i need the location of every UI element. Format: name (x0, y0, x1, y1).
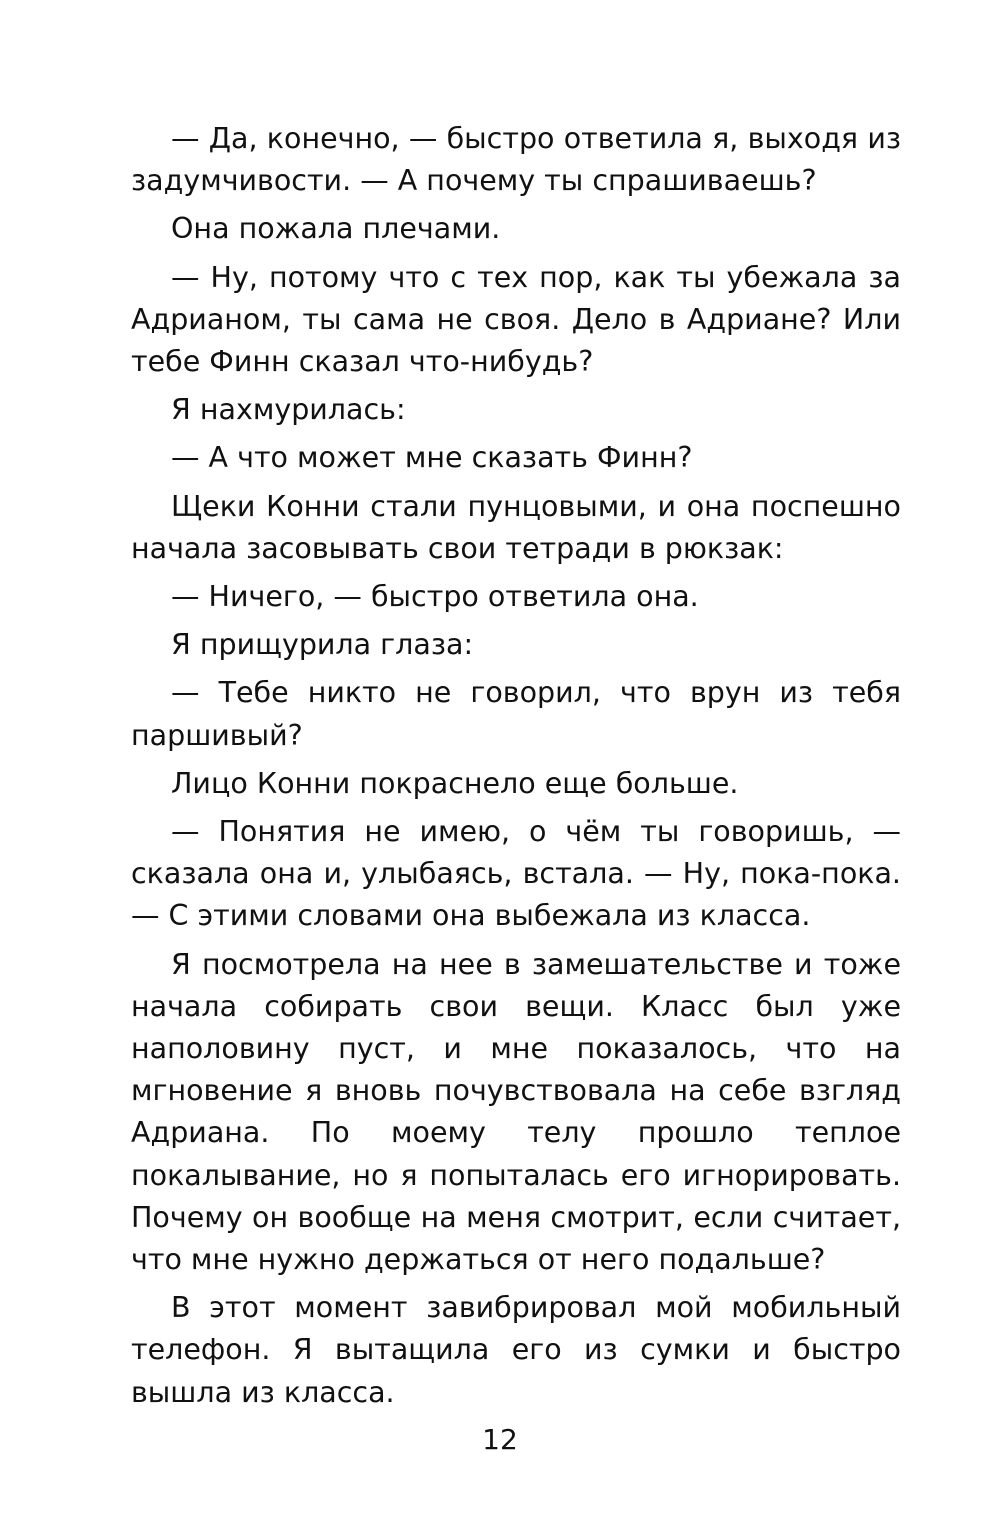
paragraph-7: — Ничего, — быстро ответила она. (171, 580, 699, 614)
body-text (131, 118, 901, 1414)
paragraph-4: Я нахмурилась: (171, 393, 406, 427)
paragraph-1: — Да, конечно, — быстро ответила я, выходя из задумчивости. — А почему ты спрашиваешь? (131, 122, 901, 198)
paragraph-9: — Тебе никто не говорил, что врун из тебя паршивый? (131, 676, 901, 752)
paragraph-6: Щеки Конни стали пунцовыми, и она поспешно начала засовывать свои тетради в рюкзак: (131, 489, 901, 565)
page-number: 12 (482, 1423, 518, 1456)
paragraph-3: — Ну, потому что с тех пор, как ты убежала за Адрианом, ты сама не своя. Дело в Адриане? Или тебе Финн сказал что-нибудь? (131, 260, 901, 379)
paragraph-11: — Понятия не имею, о чём ты говоришь, — сказала она и, улыбаясь, встала. — Ну, пока-пока. — С этими словами она выбежала из класса. (131, 815, 901, 933)
paragraph-5: — А что может мне сказать Финн? (171, 441, 693, 475)
paragraph-2: Она пожала плечами. (171, 212, 501, 246)
paragraph-10: Лицо Конни покраснело еще больше. (171, 766, 739, 800)
paragraph-8: Я прищурила глаза: (171, 628, 474, 662)
paragraph-12: Я посмотрела на нее в замешательстве и тоже начала собирать свои вещи. Класс был уже наполовину пуст, и мне показалось, что на мгновение я вновь почувствовала на себе взгляд Адриана. По моему телу прошло теплое покалывание, но я попыталась его игнорировать. Почему он вообще на меня смотрит, если считает, что мне нужно держаться от него подальше? (131, 947, 901, 1277)
paragraph-13: В этот момент завибрировал мой мобильный телефон. Я вытащила его из сумки и быстро вышла из класса. (131, 1291, 901, 1409)
